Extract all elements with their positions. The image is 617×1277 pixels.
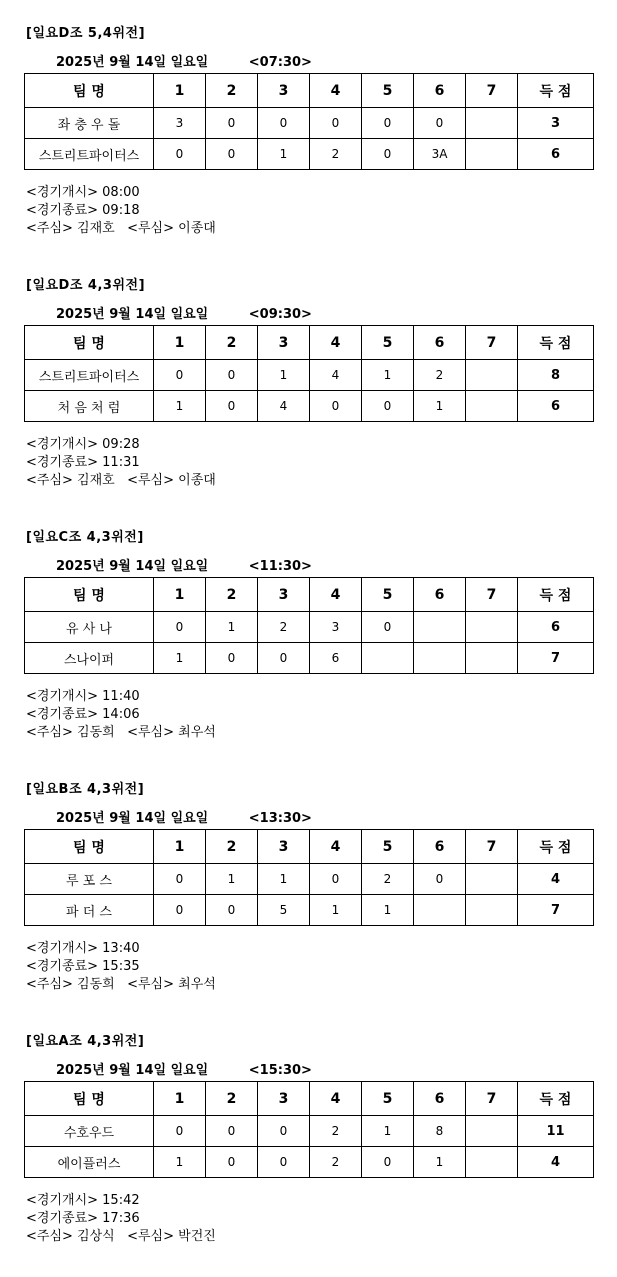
inning-header: 3 (258, 578, 310, 612)
inning-header: 1 (154, 578, 206, 612)
inning-score: 1 (362, 360, 414, 391)
game-date-line (56, 807, 312, 826)
inning-score: 0 (362, 391, 414, 422)
total-score: 4 (518, 864, 594, 895)
inning-score (466, 1147, 518, 1178)
inning-header: 6 (414, 578, 466, 612)
inning-score: 0 (206, 360, 258, 391)
game-title: [일요D조 4,3위전] (26, 278, 146, 293)
inning-header: 7 (466, 74, 518, 108)
inning-score: 1 (206, 612, 258, 643)
inning-score: 0 (206, 1116, 258, 1147)
inning-score: 2 (310, 139, 362, 170)
team-score-row (25, 612, 594, 643)
team-column-header: 팀 명 (25, 74, 154, 108)
inning-score: 0 (362, 108, 414, 139)
team-name: 스트리트파이터스 (25, 139, 154, 170)
scoreboard-header-row (25, 1082, 594, 1116)
inning-score: 1 (154, 643, 206, 674)
total-score: 7 (518, 895, 594, 926)
game-info (26, 940, 216, 994)
game-scheduled-time: <07:30> (248, 55, 312, 70)
inning-header: 4 (310, 74, 362, 108)
game-date: 2025년 9월 14일 일요일 (56, 811, 209, 826)
inning-score: 0 (154, 1116, 206, 1147)
inning-score: 0 (154, 864, 206, 895)
game-scheduled-time: <15:30> (248, 1063, 312, 1078)
inning-score: 1 (258, 360, 310, 391)
inning-score: 0 (258, 1147, 310, 1178)
total-score: 3 (518, 108, 594, 139)
game-date: 2025년 9월 14일 일요일 (56, 55, 209, 70)
inning-header: 2 (206, 74, 258, 108)
inning-score (414, 612, 466, 643)
scoreboard-table (24, 577, 594, 674)
inning-score: 0 (258, 108, 310, 139)
inning-score: 0 (206, 643, 258, 674)
umpires: <주심> 김동희 <루심> 최우석 (26, 977, 216, 992)
inning-score (466, 360, 518, 391)
inning-header: 6 (414, 74, 466, 108)
inning-header: 2 (206, 830, 258, 864)
inning-score: 0 (414, 108, 466, 139)
inning-header: 7 (466, 326, 518, 360)
team-name: 수호우드 (25, 1116, 154, 1147)
inning-score: 0 (154, 895, 206, 926)
umpires: <주심> 김재호 <루심> 이종대 (26, 221, 216, 236)
team-name: 스트리트파이터스 (25, 360, 154, 391)
game-title: [일요D조 5,4위전] (26, 26, 146, 41)
inning-score (466, 139, 518, 170)
total-score: 8 (518, 360, 594, 391)
scoreboard-header-row (25, 578, 594, 612)
inning-score: 3A (414, 139, 466, 170)
inning-score: 0 (310, 108, 362, 139)
game-title: [일요A조 4,3위전] (26, 1034, 145, 1049)
inning-score: 2 (258, 612, 310, 643)
inning-score (466, 612, 518, 643)
inning-header: 4 (310, 830, 362, 864)
inning-header: 5 (362, 74, 414, 108)
game-scheduled-time: <13:30> (248, 811, 312, 826)
inning-score (466, 391, 518, 422)
team-name: 스나이퍼 (25, 643, 154, 674)
inning-header: 2 (206, 1082, 258, 1116)
inning-score: 2 (310, 1147, 362, 1178)
inning-score: 1 (414, 391, 466, 422)
game-start-time: <경기개시> 11:40 (26, 689, 140, 704)
inning-header: 3 (258, 1082, 310, 1116)
inning-header: 5 (362, 830, 414, 864)
game-date-line (56, 555, 312, 574)
inning-header: 5 (362, 578, 414, 612)
scoreboard-header-row (25, 74, 594, 108)
game-info (26, 1192, 216, 1246)
inning-score: 4 (258, 391, 310, 422)
game-end-time: <경기종료> 09:18 (26, 203, 140, 218)
inning-header: 2 (206, 326, 258, 360)
team-score-row (25, 139, 594, 170)
team-score-row (25, 108, 594, 139)
inning-score: 0 (154, 612, 206, 643)
scoreboard-table (24, 73, 594, 170)
team-name: 파 더 스 (25, 895, 154, 926)
inning-score: 1 (206, 864, 258, 895)
scoreboard-header-row (25, 830, 594, 864)
game-scheduled-time: <09:30> (248, 307, 312, 322)
inning-header: 6 (414, 326, 466, 360)
inning-score: 1 (414, 1147, 466, 1178)
inning-header: 1 (154, 1082, 206, 1116)
game-date: 2025년 9월 14일 일요일 (56, 559, 209, 574)
inning-score: 2 (310, 1116, 362, 1147)
game-end-time: <경기종료> 15:35 (26, 959, 140, 974)
game-scheduled-time: <11:30> (248, 559, 312, 574)
team-score-row (25, 1147, 594, 1178)
total-column-header: 득 점 (518, 326, 594, 360)
inning-header: 7 (466, 830, 518, 864)
total-score: 6 (518, 139, 594, 170)
inning-score: 1 (362, 895, 414, 926)
inning-score: 1 (258, 864, 310, 895)
inning-score (466, 864, 518, 895)
game-date-line (56, 51, 312, 70)
inning-header: 4 (310, 578, 362, 612)
inning-score: 0 (362, 612, 414, 643)
inning-score (414, 895, 466, 926)
inning-score: 1 (258, 139, 310, 170)
inning-score: 2 (362, 864, 414, 895)
inning-score: 5 (258, 895, 310, 926)
inning-score (466, 108, 518, 139)
total-column-header: 득 점 (518, 830, 594, 864)
game-start-time: <경기개시> 08:00 (26, 185, 140, 200)
inning-header: 3 (258, 830, 310, 864)
total-score: 4 (518, 1147, 594, 1178)
total-score: 11 (518, 1116, 594, 1147)
inning-score: 0 (310, 391, 362, 422)
inning-header: 3 (258, 74, 310, 108)
scoreboard-header-row (25, 326, 594, 360)
inning-score: 0 (206, 895, 258, 926)
umpires: <주심> 김재호 <루심> 이종대 (26, 473, 216, 488)
inning-score: 8 (414, 1116, 466, 1147)
inning-header: 2 (206, 578, 258, 612)
team-column-header: 팀 명 (25, 830, 154, 864)
team-score-row (25, 643, 594, 674)
inning-header: 6 (414, 830, 466, 864)
game-start-time: <경기개시> 09:28 (26, 437, 140, 452)
inning-score: 4 (310, 360, 362, 391)
game-info (26, 436, 216, 490)
inning-score: 0 (206, 391, 258, 422)
game-end-time: <경기종료> 14:06 (26, 707, 140, 722)
inning-score: 1 (362, 1116, 414, 1147)
inning-score: 1 (154, 1147, 206, 1178)
scoreboard-table (24, 325, 594, 422)
inning-header: 1 (154, 74, 206, 108)
inning-score: 1 (154, 391, 206, 422)
game-title: [일요B조 4,3위전] (26, 782, 145, 797)
total-score: 7 (518, 643, 594, 674)
inning-header: 5 (362, 326, 414, 360)
inning-score: 0 (206, 108, 258, 139)
inning-header: 7 (466, 578, 518, 612)
team-name: 유 사 나 (25, 612, 154, 643)
inning-header: 5 (362, 1082, 414, 1116)
total-column-header: 득 점 (518, 578, 594, 612)
inning-score: 0 (154, 360, 206, 391)
game-title: [일요C조 4,3위전] (26, 530, 144, 545)
team-score-row (25, 1116, 594, 1147)
game-date-line (56, 303, 312, 322)
inning-score: 0 (362, 1147, 414, 1178)
inning-score: 0 (206, 1147, 258, 1178)
total-column-header: 득 점 (518, 1082, 594, 1116)
total-column-header: 득 점 (518, 74, 594, 108)
game-info (26, 688, 216, 742)
inning-score (362, 643, 414, 674)
game-info (26, 184, 216, 238)
team-column-header: 팀 명 (25, 1082, 154, 1116)
inning-score: 3 (310, 612, 362, 643)
inning-header: 1 (154, 326, 206, 360)
inning-header: 6 (414, 1082, 466, 1116)
game-date: 2025년 9월 14일 일요일 (56, 307, 209, 322)
team-name: 좌 충 우 돌 (25, 108, 154, 139)
inning-score: 0 (258, 1116, 310, 1147)
game-start-time: <경기개시> 13:40 (26, 941, 140, 956)
team-score-row (25, 360, 594, 391)
game-end-time: <경기종료> 11:31 (26, 455, 140, 470)
inning-score: 0 (206, 139, 258, 170)
team-score-row (25, 391, 594, 422)
inning-score (414, 643, 466, 674)
inning-score (466, 1116, 518, 1147)
inning-score (466, 643, 518, 674)
scoreboard-table (24, 829, 594, 926)
total-score: 6 (518, 612, 594, 643)
inning-header: 7 (466, 1082, 518, 1116)
team-column-header: 팀 명 (25, 578, 154, 612)
scoreboard-table (24, 1081, 594, 1178)
inning-header: 4 (310, 1082, 362, 1116)
inning-score: 6 (310, 643, 362, 674)
team-score-row (25, 864, 594, 895)
inning-score: 0 (310, 864, 362, 895)
team-name: 루 포 스 (25, 864, 154, 895)
umpires: <주심> 김상식 <루심> 박건진 (26, 1229, 216, 1244)
inning-score: 0 (258, 643, 310, 674)
inning-score (466, 895, 518, 926)
inning-score: 1 (310, 895, 362, 926)
team-score-row (25, 895, 594, 926)
team-name: 처 음 처 럼 (25, 391, 154, 422)
inning-score: 3 (154, 108, 206, 139)
team-name: 에이플러스 (25, 1147, 154, 1178)
game-date: 2025년 9월 14일 일요일 (56, 1063, 209, 1078)
team-column-header: 팀 명 (25, 326, 154, 360)
inning-score: 0 (154, 139, 206, 170)
total-score: 6 (518, 391, 594, 422)
umpires: <주심> 김동희 <루심> 최우석 (26, 725, 216, 740)
game-end-time: <경기종료> 17:36 (26, 1211, 140, 1226)
inning-score: 2 (414, 360, 466, 391)
game-start-time: <경기개시> 15:42 (26, 1193, 140, 1208)
game-date-line (56, 1059, 312, 1078)
inning-header: 1 (154, 830, 206, 864)
inning-header: 3 (258, 326, 310, 360)
inning-score: 0 (414, 864, 466, 895)
inning-score: 0 (362, 139, 414, 170)
inning-header: 4 (310, 326, 362, 360)
